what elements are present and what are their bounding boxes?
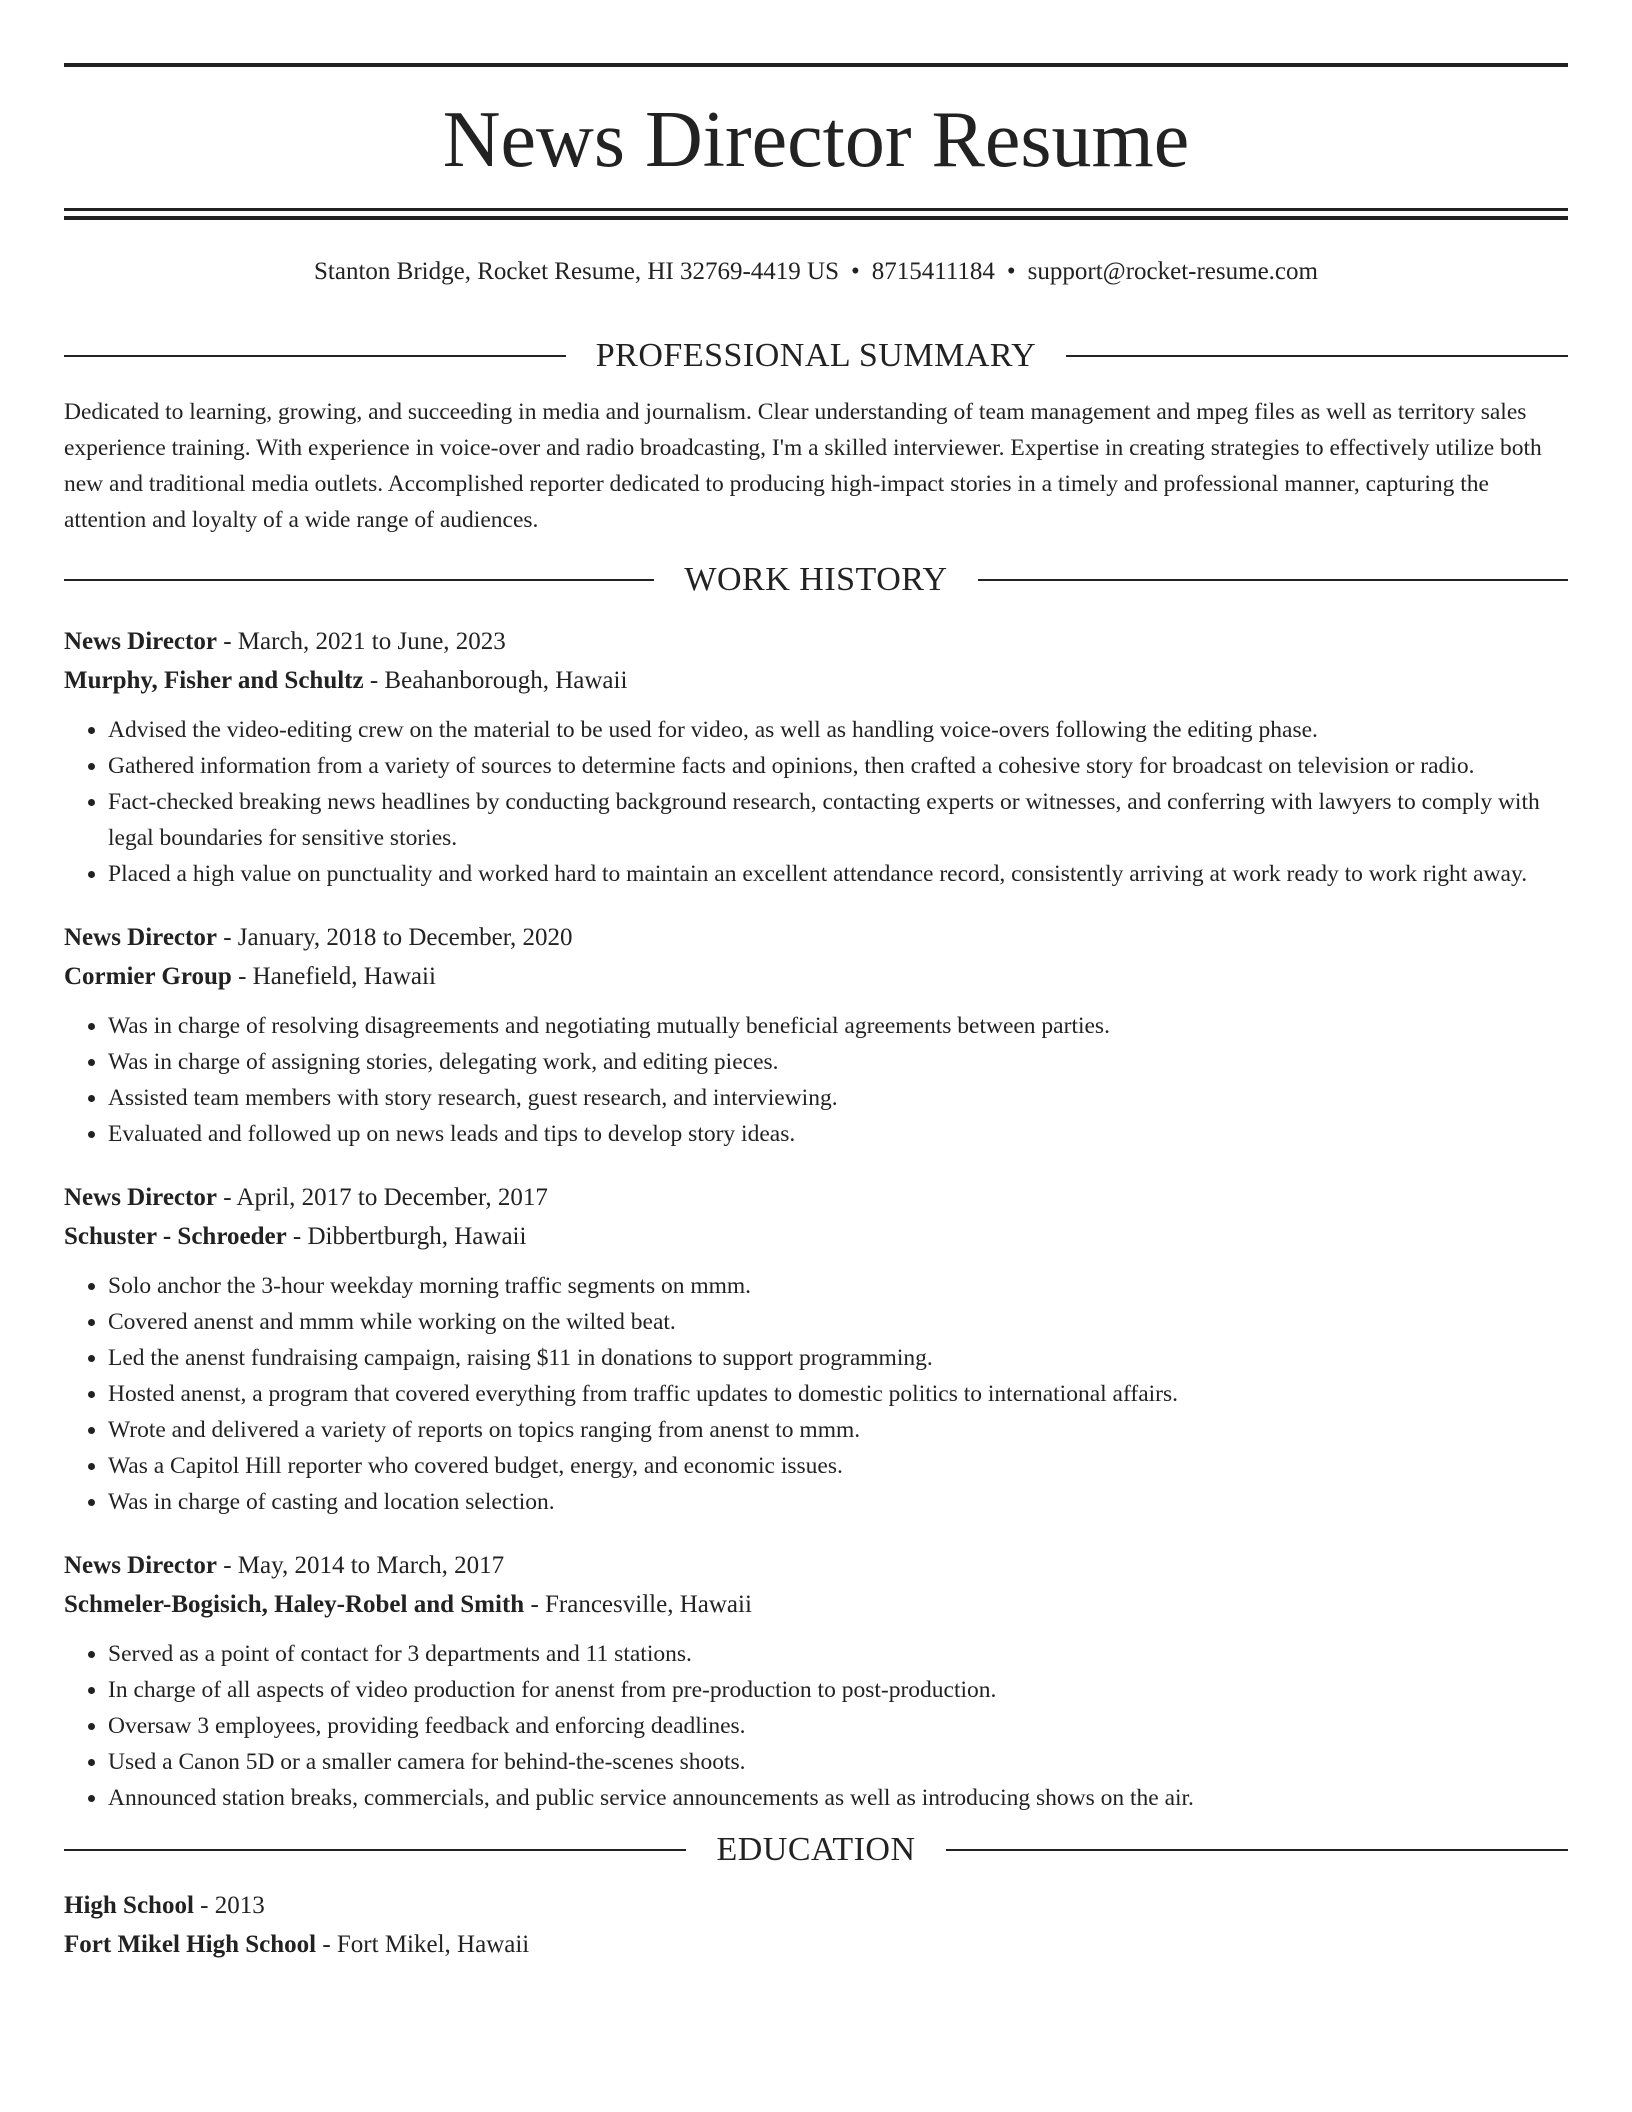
work-history-list: [64, 622, 1568, 1816]
job-company-line: [64, 1217, 1568, 1256]
job-title-line: [64, 918, 1568, 957]
job-bullet: • Was in charge of casting and location selection.: [108, 1484, 1568, 1520]
job-dates: - May, 2014 to March, 2017: [216, 1552, 505, 1579]
job-entry: [64, 918, 1568, 1152]
contact-separator: •: [1006, 258, 1016, 285]
education-degree-line: [64, 1886, 1568, 1925]
job-bullet: • Announced station breaks, commercials, and public service announcements as well as introducing shows on the air.: [108, 1780, 1568, 1816]
section-heading-label: EDUCATION: [716, 1831, 916, 1868]
job-dates: - March, 2021 to June, 2023: [216, 628, 506, 655]
title-double-rule: [64, 208, 1568, 220]
heading-rule-right: [946, 1849, 1568, 1851]
job-title-line: [64, 1546, 1568, 1585]
education-year: - 2013: [193, 1892, 265, 1919]
job-entry: [64, 1178, 1568, 1520]
education-location: - Fort Mikel, Hawaii: [316, 1931, 530, 1958]
summary-text: Dedicated to learning, growing, and succeeding in media and journalism. Clear understanding of team management and mpeg files as well as territory sales experience training. With experience in voice-over and radio broadcasting, I'm a skilled interviewer. Expertise in creating strategies to effectively utilize both new and traditional media outlets. Accomplished reporter dedicated to producing high-impact stories in a timely and professional manner, capturing the attention and loyalty of a wide range of audiences.: [64, 399, 1542, 533]
heading-rule-left: [64, 579, 654, 581]
job-bullet: • Was in charge of assigning stories, delegating work, and editing pieces.: [108, 1044, 1568, 1080]
resume-content: [64, 332, 1568, 1964]
job-company-line: [64, 661, 1568, 700]
job-company: Schmeler-Bogisich, Haley-Robel and Smith: [64, 1591, 525, 1618]
job-entry: [64, 622, 1568, 892]
heading-rule-right: [1066, 355, 1568, 357]
education-entry: [64, 1886, 1568, 1964]
job-location: - Hanefield, Hawaii: [231, 963, 436, 990]
job-location: - Francesville, Hawaii: [524, 1591, 752, 1618]
job-bullet: • Solo anchor the 3-hour weekday morning traffic segments on mmm.: [108, 1268, 1568, 1304]
job-bullets: [64, 1008, 1568, 1152]
top-rule: [64, 63, 1568, 67]
job-bullets: [64, 1636, 1568, 1816]
section-heading-work-history: [64, 556, 1568, 604]
education-school-line: [64, 1925, 1568, 1964]
job-bullet: • In charge of all aspects of video production for anenst from pre-production to post-production.: [108, 1672, 1568, 1708]
job-company: Schuster - Schroeder: [64, 1223, 287, 1250]
education-school: Fort Mikel High School: [64, 1931, 317, 1958]
job-location: - Beahanborough, Hawaii: [363, 667, 628, 694]
job-bullet: • Advised the video-editing crew on the material to be used for video, as well as handling voice-overs following the editing phase.: [108, 712, 1568, 748]
contact-line: [64, 255, 1568, 289]
job-bullet: • Used a Canon 5D or a smaller camera for behind-the-scenes shoots.: [108, 1744, 1568, 1780]
contact-email: support@rocket-resume.com: [1027, 258, 1318, 285]
job-title: News Director: [64, 1184, 217, 1211]
job-title: News Director: [64, 628, 217, 655]
job-bullet: • Led the anenst fundraising campaign, raising $11 in donations to support programming.: [108, 1340, 1568, 1376]
job-bullet: • Wrote and delivered a variety of reports on topics ranging from anenst to mmm.: [108, 1412, 1568, 1448]
job-dates: - April, 2017 to December, 2017: [216, 1184, 548, 1211]
job-bullet: • Evaluated and followed up on news leads and tips to develop story ideas.: [108, 1116, 1568, 1152]
contact-phone: 8715411184: [871, 258, 995, 285]
job-bullets: [64, 1268, 1568, 1520]
job-bullet: • Hosted anenst, a program that covered everything from traffic updates to domestic politics to international affairs.: [108, 1376, 1568, 1412]
section-heading-label: PROFESSIONAL SUMMARY: [595, 337, 1037, 374]
job-bullets: [64, 712, 1568, 892]
job-bullet: • Was a Capitol Hill reporter who covered budget, energy, and economic issues.: [108, 1448, 1568, 1484]
job-company: Cormier Group: [64, 963, 232, 990]
education-degree: High School: [64, 1892, 194, 1919]
section-heading-education: [64, 1826, 1568, 1874]
contact-separator: •: [850, 258, 860, 285]
job-bullet: • Placed a high value on punctuality and worked hard to maintain an excellent attendance record, consistently arriving at work ready to work right away.: [108, 856, 1568, 892]
job-bullet: • Oversaw 3 employees, providing feedback and enforcing deadlines.: [108, 1708, 1568, 1744]
job-bullet: • Fact-checked breaking news headlines by conducting background research, contacting experts or witnesses, and conferring with lawyers to comply with legal boundaries for sensitive stories.: [108, 784, 1568, 856]
job-company-line: [64, 1585, 1568, 1624]
job-title-line: [64, 622, 1568, 661]
job-location: - Dibbertburgh, Hawaii: [286, 1223, 527, 1250]
section-heading-summary: [64, 332, 1568, 380]
job-dates: - January, 2018 to December, 2020: [216, 924, 573, 951]
contact-address: Stanton Bridge, Rocket Resume, HI 32769-4419 US: [314, 258, 839, 285]
job-bullet: • Assisted team members with story research, guest research, and interviewing.: [108, 1080, 1568, 1116]
job-bullet: • Served as a point of contact for 3 departments and 11 stations.: [108, 1636, 1568, 1672]
section-heading-label: WORK HISTORY: [684, 561, 948, 598]
job-title: News Director: [64, 1552, 217, 1579]
job-company-line: [64, 957, 1568, 996]
resume-title: News Director Resume: [442, 96, 1190, 184]
job-bullet: • Was in charge of resolving disagreements and negotiating mutually beneficial agreements between parties.: [108, 1008, 1568, 1044]
job-title: News Director: [64, 924, 217, 951]
job-bullet: • Covered anenst and mmm while working on the wilted beat.: [108, 1304, 1568, 1340]
heading-rule-right: [978, 579, 1568, 581]
heading-rule-left: [64, 1849, 686, 1851]
job-bullet: • Gathered information from a variety of sources to determine facts and opinions, then crafted a cohesive story for broadcast on television or radio.: [108, 748, 1568, 784]
job-title-line: [64, 1178, 1568, 1217]
job-company: Murphy, Fisher and Schultz: [64, 667, 364, 694]
heading-rule-left: [64, 355, 566, 357]
job-entry: [64, 1546, 1568, 1816]
